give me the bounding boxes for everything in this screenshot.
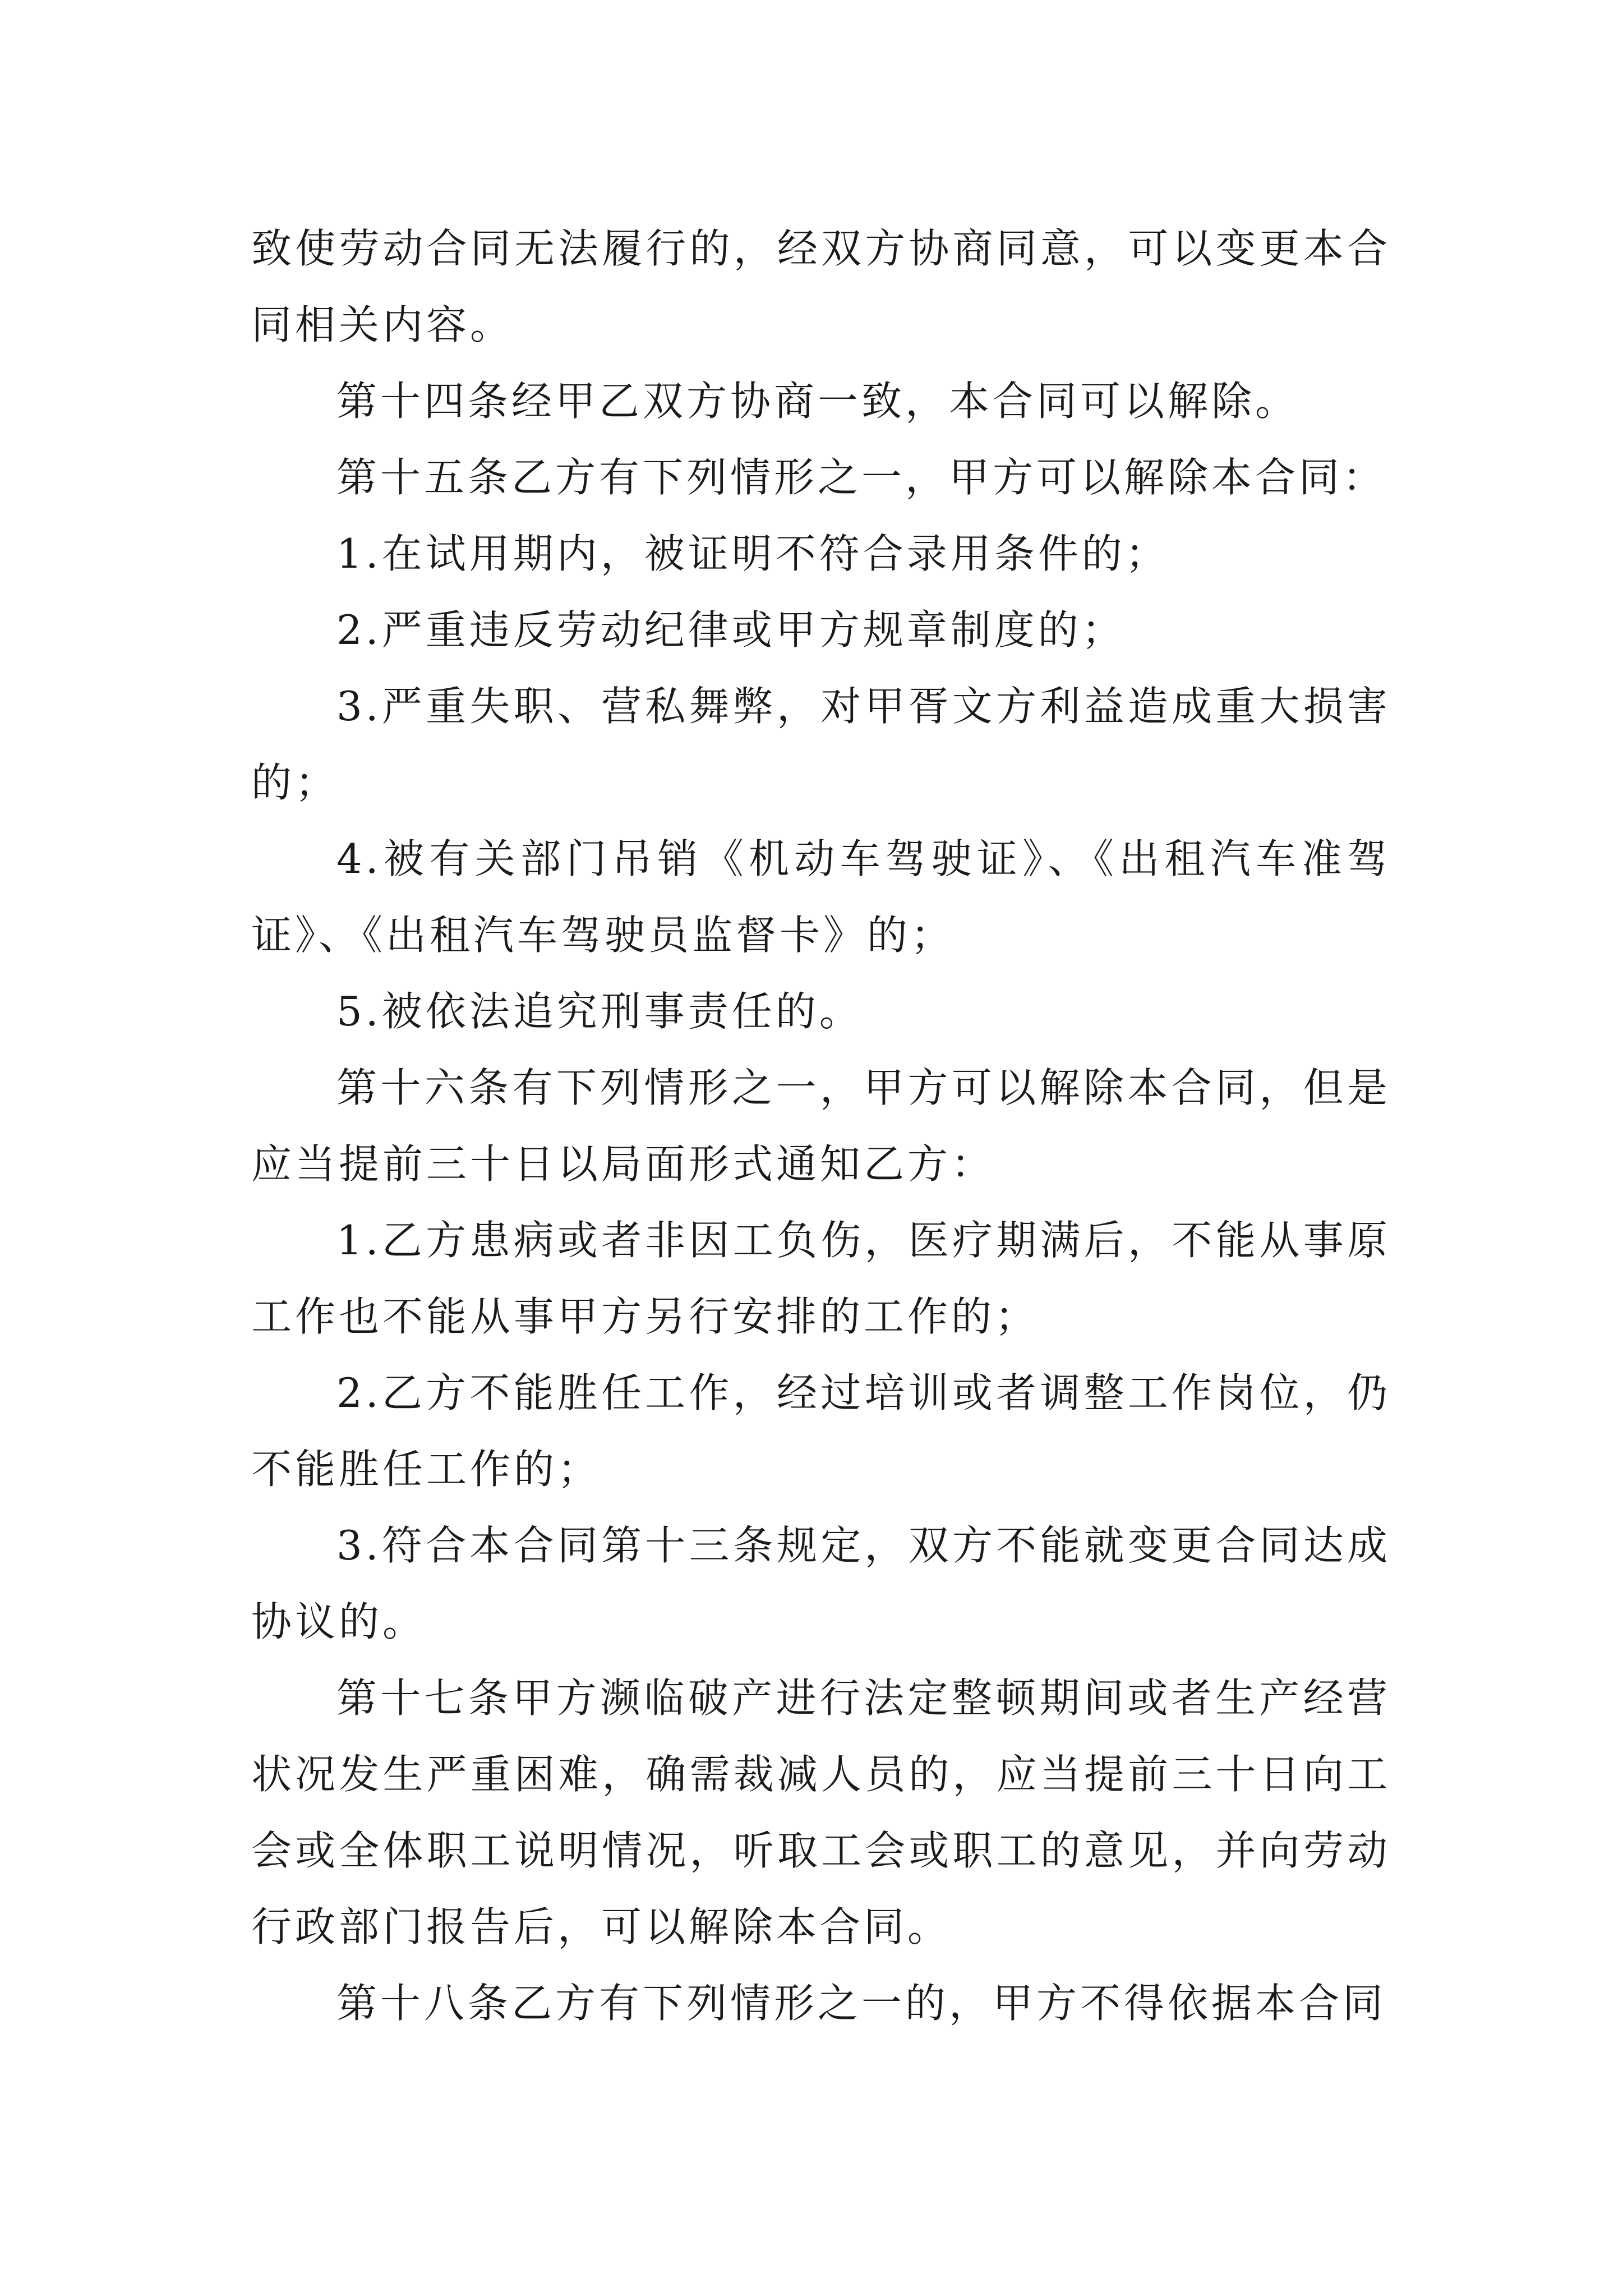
- paragraph-article-14: 第十四条经甲乙双方协商一致，本合同可以解除。: [336, 378, 1299, 425]
- list-item-16-1: 1.乙方患病或者非因工负伤，医疗期满后，不能从事原工作也不能从事甲方另行安排的工作的；: [251, 1217, 1391, 1340]
- contract-body: [251, 210, 1391, 2041]
- list-item-15-2: 2.严重违反劳动纪律或甲方规章制度的；: [336, 606, 1126, 654]
- paragraph-article-16: 第十六条有下列情形之一，甲方可以解除本合同，但是应当提前三十日以局面形式通知乙方：: [251, 1064, 1391, 1188]
- paragraph-article-18: 第十八条乙方有下列情形之一的，甲方不得依据本合同: [336, 1980, 1387, 2027]
- list-item-16-2: 2.乙方不能胜任工作，经过培训或者调整工作岗位，仍不能胜任工作的；: [251, 1369, 1391, 1493]
- paragraph-article-17: 第十七条甲方濒临破产进行法定整顿期间或者生产经营状况发生严重困难，确需裁减人员的，应当提前三十日向工会或全体职工说明情况，听取工会或职工的意见，并向劳动行政部门报告后，可以解除本合同。: [251, 1674, 1391, 1950]
- list-item-15-4: 4.被有关部门吊销《机动车驾驶证》、《出租汽车准驾证》、《出租汽车驾驶员监督卡》的；: [251, 835, 1391, 959]
- list-item-15-3: 3.严重失职、营私舞弊，对甲胥文方利益造成重大损害的；: [251, 683, 1391, 806]
- list-item-15-1: 1.在试用期内，被证明不符合录用条件的；: [336, 530, 1169, 577]
- list-item-15-5: 5.被依法追究刑事责任的。: [336, 988, 863, 1035]
- list-item-16-3: 3.符合本合同第十三条规定，双方不能就变更合同达成协议的。: [251, 1522, 1391, 1645]
- paragraph-continuation: 致使劳动合同无法履行的，经双方协商同意，可以变更本合同相关内容。: [251, 225, 1391, 348]
- paragraph-article-15: 第十五条乙方有下列情形之一，甲方可以解除本合同：: [336, 454, 1387, 501]
